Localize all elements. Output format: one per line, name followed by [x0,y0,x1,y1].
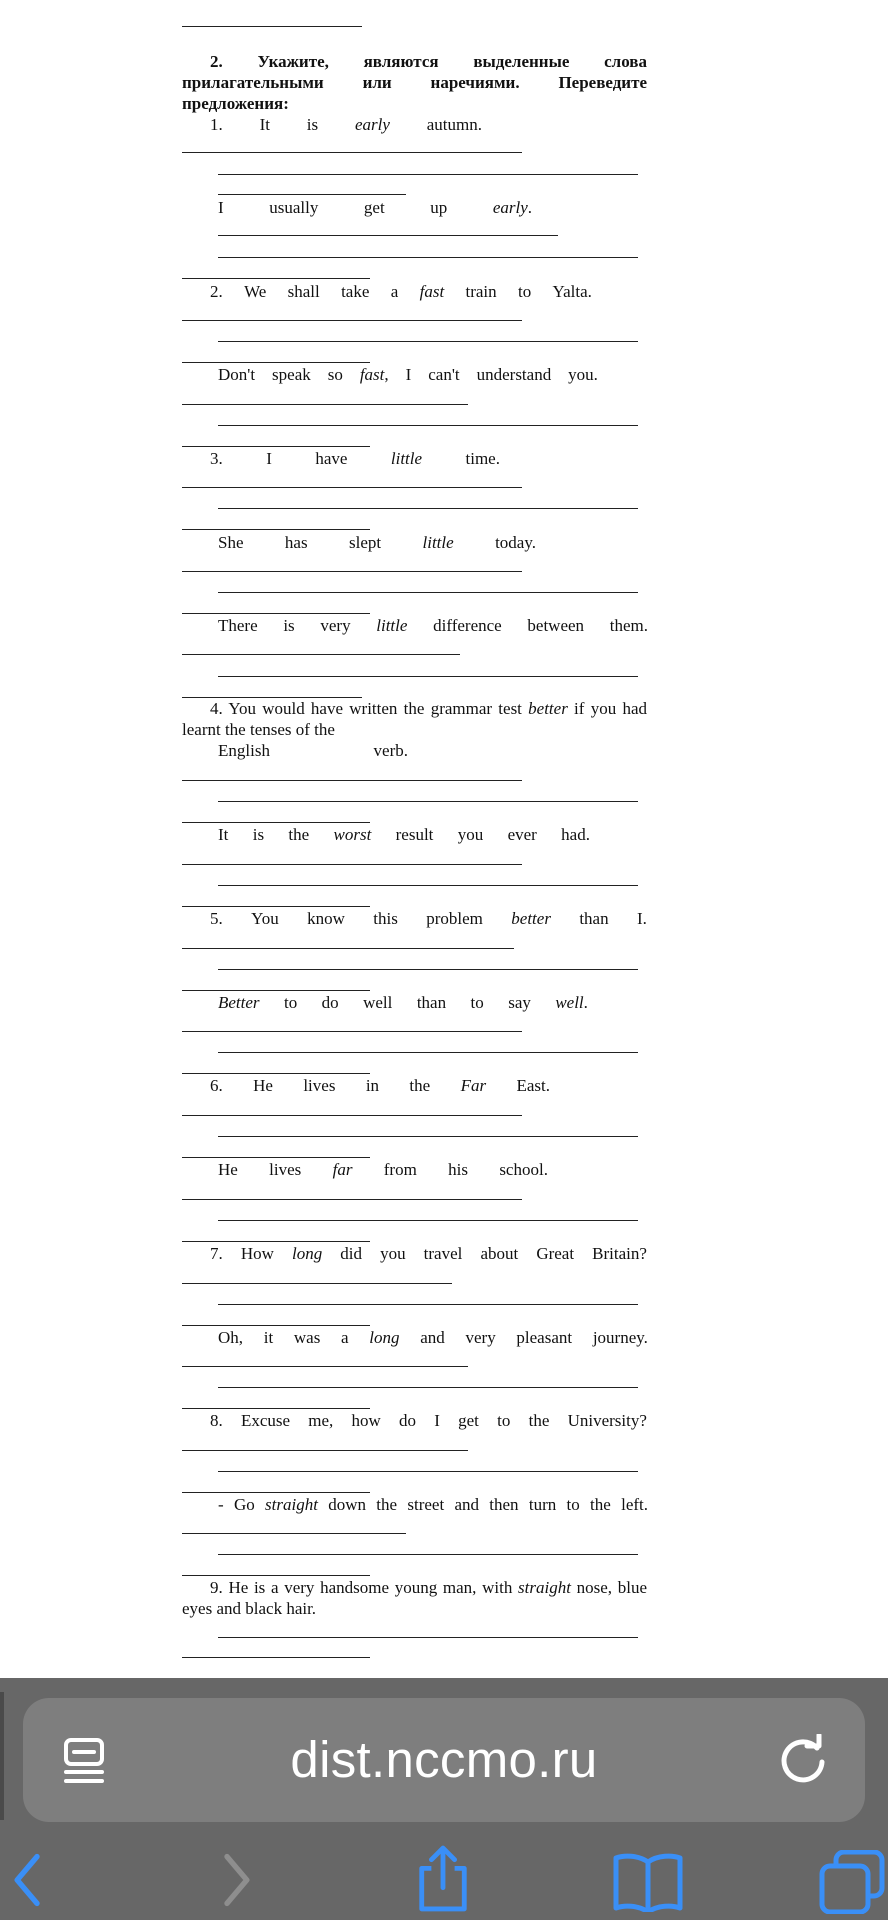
answer-line [218,1136,638,1137]
item-number: 8. [210,1411,223,1430]
answer-line [182,654,460,655]
sentence-8b [218,1494,648,1515]
word: to [497,1411,511,1430]
header-word: наречиями. [430,73,520,92]
header-word: Переведите [558,73,647,92]
word: a [390,282,399,301]
word: lives [303,1076,336,1095]
answer-line [218,1554,638,1555]
word: do [321,993,339,1012]
answer-line [182,822,370,823]
answer-line [182,487,522,488]
item-number: 1. [210,115,223,134]
word: the [528,1411,550,1430]
word: between [527,616,585,635]
header-word: являются [363,52,439,71]
answer-line [182,1366,468,1367]
word: difference [433,616,502,635]
exercise-header-line2 [182,72,647,93]
word: train [465,282,497,301]
answer-line [182,1115,522,1116]
exercise-header-line3 [182,93,647,114]
word: is [252,825,265,844]
word: Britain? [592,1244,647,1263]
highlighted-word: little [422,533,454,552]
highlighted-word: fast [419,282,445,301]
exercise-header-line1 [182,51,647,72]
word: She [218,533,244,552]
answer-line [182,1657,370,1658]
answer-line [182,1031,522,1032]
word: so [327,365,343,384]
answer-line [218,194,406,195]
answer-line [218,885,638,886]
word: result [395,825,434,844]
item-number: 5. [210,909,223,928]
highlighted-word: fast [359,365,385,384]
word: to [517,282,532,301]
text: 9. He is a very handsome young man, with [210,1578,519,1597]
word: You [251,909,279,928]
forward-icon[interactable] [218,1848,254,1912]
text: down the street and then turn to the left. [317,1495,648,1514]
answer-line [218,1637,638,1638]
word: me, [308,1411,334,1430]
highlighted-word: little [390,449,423,468]
word: get [458,1411,479,1430]
sentence-3c [218,615,648,636]
word: than [416,993,447,1012]
sentence-1 [182,114,482,135]
word: know [307,909,345,928]
highlighted-word: straight [518,1578,571,1597]
item-number: 7. [210,1244,223,1263]
word: how [351,1411,381,1430]
answer-line [218,235,558,236]
word: verb. [373,741,408,760]
tab-edge [0,1692,4,1820]
word: and [420,1328,445,1347]
answer-line [182,320,522,321]
text: 4. You would have written the grammar test [210,699,529,718]
tabs-icon[interactable] [818,1850,888,1914]
punctuation: . [527,198,532,217]
highlighted-word: Better [218,993,260,1012]
highlighted-word: better [511,909,551,928]
word: It [218,825,229,844]
answer-line [182,613,370,614]
word: University? [567,1411,647,1430]
highlighted-word: Far [460,1076,487,1095]
header-word: Укажите, [257,52,329,71]
word: I [266,449,272,468]
highlighted-word: early [492,198,528,217]
sentence-6b [218,1159,548,1180]
word: problem [426,909,483,928]
word: speak [272,365,311,384]
word: understand [476,365,552,384]
highlighted-word: long [369,1328,400,1347]
header-word: прилагательными [182,73,324,92]
answer-line [218,257,638,258]
answer-line [218,174,638,175]
word: than [579,909,609,928]
answer-line [218,341,638,342]
answer-line [182,864,522,865]
word: very [465,1328,496,1347]
word: you [457,825,484,844]
item-number: 2. [210,282,223,301]
sentence-6 [182,1075,550,1096]
answer-line [182,529,370,530]
word: Don't [218,365,256,384]
word: We [244,282,267,301]
word: the [288,825,310,844]
word: He [218,1160,238,1179]
back-icon[interactable] [10,1848,46,1912]
answer-line [182,1199,522,1200]
word: it [263,1328,274,1347]
word: slept [348,533,382,552]
answer-line [182,948,514,949]
punctuation: . [583,993,588,1012]
word: How [240,1244,274,1263]
highlighted-word: far [332,1160,353,1179]
answer-line [182,1325,370,1326]
word: pleasant [516,1328,573,1347]
sentence-5 [182,908,647,929]
sentence-3b [218,532,536,553]
item-number: 6. [210,1076,223,1095]
answer-line [182,906,370,907]
sentence-2b [218,364,598,385]
punctuation: , [384,365,389,384]
answer-line [182,1073,370,1074]
word: I [434,1411,440,1430]
word: ever [507,825,537,844]
reload-icon[interactable] [777,1734,829,1786]
word: had. [561,825,590,844]
word: East. [516,1076,550,1095]
answer-line [218,1220,638,1221]
word: to [470,993,484,1012]
bookmarks-icon[interactable] [612,1852,684,1912]
word: autumn. [426,115,482,134]
answer-line [182,26,362,27]
word: from [383,1160,417,1179]
answer-line [182,404,468,405]
answer-line [218,508,638,509]
answer-line [182,990,370,991]
word: up [430,198,448,217]
word: travel [423,1244,463,1263]
word: did [340,1244,363,1263]
word: very [320,616,351,635]
word: is [283,616,295,635]
highlighted-word: better [528,699,568,718]
answer-line [182,780,522,781]
sentence-9 [182,1577,647,1619]
word: is [306,115,319,134]
sentence-7b [218,1327,648,1348]
answer-line [182,1157,370,1158]
sentence-3 [182,448,500,469]
text: if you had learnt the tenses of the [182,699,647,739]
answer-line [218,1387,638,1388]
answer-line [182,571,522,572]
header-word: выделенные [473,52,570,71]
highlighted-word: worst [333,825,372,844]
highlighted-word: straight [265,1495,318,1514]
sentence-2 [182,281,592,302]
word: in [365,1076,380,1095]
word: say [508,993,531,1012]
answer-line [218,425,638,426]
word: English [218,741,270,760]
word: can't [428,365,460,384]
answer-line [182,1450,468,1451]
highlighted-word: early [354,115,390,134]
header-word: или [362,73,392,92]
word: school. [499,1160,548,1179]
word: It [259,115,270,134]
header-word: слова [604,52,647,71]
answer-line [182,1283,452,1284]
sentence-1b [218,197,532,218]
sentence-5b [218,992,588,1013]
word: his [448,1160,468,1179]
highlighted-word: long [291,1244,323,1263]
answer-line [182,1492,370,1493]
text: nose, blue eyes and black hair. [182,1578,647,1618]
word: this [373,909,398,928]
answer-line [182,1575,370,1576]
answer-line [218,1304,638,1305]
word: today. [495,533,536,552]
word: I [405,365,412,384]
answer-line [218,676,638,677]
word: Great [536,1244,575,1263]
text: - Go [218,1495,266,1514]
word: Excuse [240,1411,291,1430]
word: I [218,198,224,217]
word: you. [568,365,598,384]
word: lives [269,1160,302,1179]
answer-line [182,446,370,447]
word: Yalta. [552,282,592,301]
sentence-4 [182,698,647,740]
word: was [293,1328,321,1347]
word: He [253,1076,273,1095]
header-word: предложения: [182,94,289,113]
answer-line [218,801,638,802]
answer-line [182,1408,370,1409]
answer-line [218,592,638,593]
exercise-number: 2. [210,52,223,71]
sentence-4b [218,824,590,845]
answer-line [182,278,370,279]
answer-line [218,1471,638,1472]
word: the [409,1076,431,1095]
sentence-7 [182,1243,647,1264]
answer-line [182,1533,406,1534]
sentence-8 [182,1410,647,1431]
answer-line [218,1052,638,1053]
word: about [480,1244,519,1263]
word: I. [637,909,647,928]
word: shall [287,282,320,301]
word: time. [465,449,500,468]
answer-line [182,362,370,363]
answer-line [182,152,522,153]
word: to [283,993,298,1012]
address-bar[interactable] [23,1698,865,1822]
answer-line [218,969,638,970]
url-text[interactable]: dist.nccmo.ru [290,1731,598,1788]
word: do [399,1411,417,1430]
word: get [363,198,385,217]
word: well [363,993,393,1012]
word: take [341,282,370,301]
word: them. [609,616,648,635]
sentence-4-cont [218,740,408,761]
browser-toolbar [0,1678,888,1920]
word: There [218,616,258,635]
word: Oh, [218,1328,244,1347]
answer-line [182,1241,370,1242]
word: you [380,1244,406,1263]
highlighted-word: little [376,616,408,635]
share-icon[interactable] [414,1844,472,1914]
word: have [315,449,348,468]
highlighted-word: well [555,993,584,1012]
item-number: 3. [210,449,223,468]
word: a [341,1328,349,1347]
word: journey. [592,1328,648,1347]
word: usually [269,198,319,217]
word: has [284,533,308,552]
